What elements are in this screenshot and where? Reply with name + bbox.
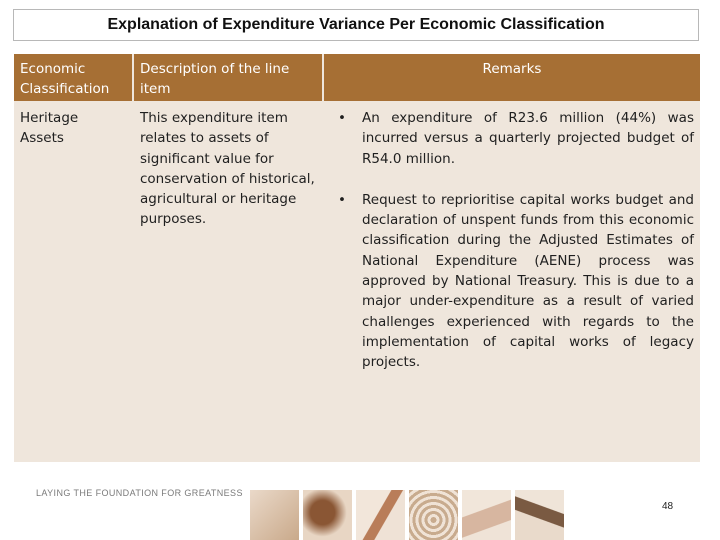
footer-photo bbox=[303, 490, 352, 540]
footer-tagline: LAYING THE FOUNDATION FOR GREATNESS bbox=[36, 488, 243, 498]
page-number: 48 bbox=[662, 501, 674, 512]
header-description: Description of the line item bbox=[134, 54, 322, 101]
page-title-box bbox=[13, 9, 699, 41]
remark-text: Request to reprioritise capital works budget and declaration of unspent funds from this economic classification during the Adjusted Estimates of National Expenditure (AENE) process was approved by National Treasury. This is due to a major under-expenditure as a result of varied challenges experienced with regards to the implementation of capital works of legacy projects. bbox=[362, 191, 694, 371]
footer-photo bbox=[356, 490, 405, 540]
cell-classification: Heritage Assets bbox=[20, 110, 79, 147]
variance-table bbox=[14, 54, 700, 462]
footer-photo bbox=[515, 490, 564, 540]
header-economic-classification: Economic Classification bbox=[14, 54, 132, 101]
cell-description: This expenditure item relates to assets of significant value for conservation of historical, agricultural or heritage purposes. bbox=[140, 110, 315, 228]
remarks-list bbox=[330, 108, 694, 373]
footer-photo bbox=[462, 490, 511, 540]
bullet-icon: • bbox=[338, 110, 346, 126]
bullet-icon: • bbox=[338, 191, 346, 208]
remark-item bbox=[330, 108, 694, 169]
footer-photo-strip bbox=[250, 490, 564, 540]
header-remarks: Remarks bbox=[324, 54, 700, 101]
remark-item bbox=[330, 190, 694, 373]
remark-text: An expenditure of R23.6 million (44%) was incurred versus a quarterly projected budget of R54.0 million. bbox=[362, 110, 694, 167]
footer-photo bbox=[250, 490, 299, 540]
page-title: Explanation of Expenditure Variance Per Economic Classification bbox=[107, 16, 605, 33]
footer-photo bbox=[409, 490, 458, 540]
cell-remarks bbox=[324, 103, 700, 462]
